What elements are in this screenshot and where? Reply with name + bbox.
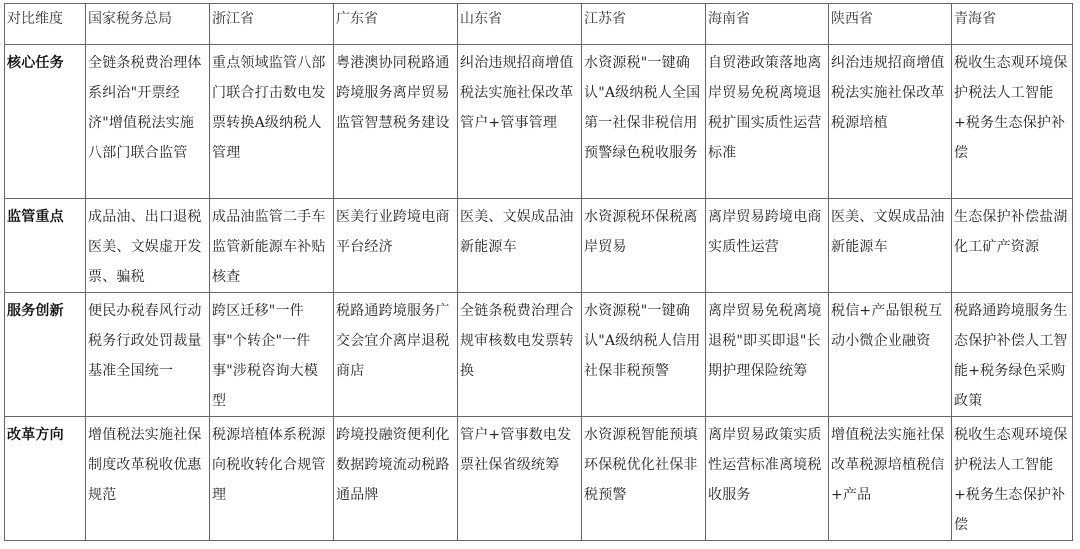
table-cell: 纠治违规招商增值税法实施社保改革管户+管事管理 <box>458 45 582 199</box>
table-row <box>5 293 1073 417</box>
table-cell: 医美、文娱成品油新能源车 <box>829 199 952 293</box>
table-cell: 增值税法实施社保制度改革税收优惠规范 <box>86 417 210 541</box>
table-cell: 生态保护补偿盐湖化工矿产资源 <box>952 199 1073 293</box>
row-label: 改革方向 <box>5 417 86 541</box>
table-cell: 增值税法实施社保改革税源培植税信+产品 <box>829 417 952 541</box>
table-cell: 全链条税费治理合规审核数电发票转换 <box>458 293 582 417</box>
table-cell: 医美行业跨境电商平台经济 <box>334 199 458 293</box>
table-cell: 便民办税春风行动税务行政处罚裁量基准全国统一 <box>86 293 210 417</box>
row-label: 核心任务 <box>5 45 86 199</box>
table-header-row <box>5 4 1073 45</box>
header-national: 国家税务总局 <box>86 4 210 45</box>
table-cell: 跨区迁移"一件事"个转企"一件事"涉税咨询大模型 <box>210 293 334 417</box>
table-cell: 水资源税"一键确认"A级纳税人信用社保非税预警 <box>582 293 706 417</box>
table-cell: 税路通跨境服务广交会宜介离岸退税商店 <box>334 293 458 417</box>
table-cell: 粤港澳协同税路通跨境服务离岸贸易监管智慧税务建设 <box>334 45 458 199</box>
table-cell: 自贸港政策落地离岸贸易免税离境退税扩围实质性运营标准 <box>706 45 829 199</box>
header-shaanxi: 陕西省 <box>829 4 952 45</box>
header-dimension: 对比维度 <box>5 4 86 45</box>
header-jiangsu: 江苏省 <box>582 4 706 45</box>
table-cell: 跨境投融资便利化数据跨境流动税路通品牌 <box>334 417 458 541</box>
table-cell: 水资源税"一键确认"A级纳税人全国第一社保非税信用预警绿色税收服务 <box>582 45 706 199</box>
header-guangdong: 广东省 <box>334 4 458 45</box>
comparison-table <box>4 3 1073 541</box>
table-cell: 管户+管事数电发票社保省级统筹 <box>458 417 582 541</box>
table-cell: 税信+产品银税互动小微企业融资 <box>829 293 952 417</box>
table-cell: 重点领域监管八部门联合打击数电发票转换A级纳税人管理 <box>210 45 334 199</box>
table-cell: 全链条税费治理体系纠治"开票经济"增值税法实施八部门联合监管 <box>86 45 210 199</box>
table-cell: 离岸贸易免税离境退税"即买即退"长期护理保险统筹 <box>706 293 829 417</box>
table-cell: 水资源税智能预填环保税优化社保非税预警 <box>582 417 706 541</box>
table-row <box>5 417 1073 541</box>
table-cell: 离岸贸易跨境电商实质性运营 <box>706 199 829 293</box>
table-cell: 纠治违规招商增值税法实施社保改革税源培植 <box>829 45 952 199</box>
table-cell: 税收生态观环境保护税法人工智能+税务生态保护补偿 <box>952 45 1073 199</box>
table-cell: 税源培植体系税源向税收转化合规管理 <box>210 417 334 541</box>
table-cell: 成品油、出口退税医美、文娱虚开发票、骗税 <box>86 199 210 293</box>
header-qinghai: 青海省 <box>952 4 1073 45</box>
table-cell: 税收生态观环境保护税法人工智能+税务生态保护补偿 <box>952 417 1073 541</box>
table-cell: 离岸贸易政策实质性运营标准离境税收服务 <box>706 417 829 541</box>
row-label: 服务创新 <box>5 293 86 417</box>
header-shandong: 山东省 <box>458 4 582 45</box>
header-zhejiang: 浙江省 <box>210 4 334 45</box>
table-cell: 水资源税环保税离岸贸易 <box>582 199 706 293</box>
row-label: 监管重点 <box>5 199 86 293</box>
table-row <box>5 45 1073 199</box>
header-hainan: 海南省 <box>706 4 829 45</box>
table-cell: 成品油监管二手车监管新能源车补贴核查 <box>210 199 334 293</box>
table-cell: 医美、文娱成品油新能源车 <box>458 199 582 293</box>
table-cell: 税路通跨境服务生态保护补偿人工智能+税务绿色采购政策 <box>952 293 1073 417</box>
table-row <box>5 199 1073 293</box>
